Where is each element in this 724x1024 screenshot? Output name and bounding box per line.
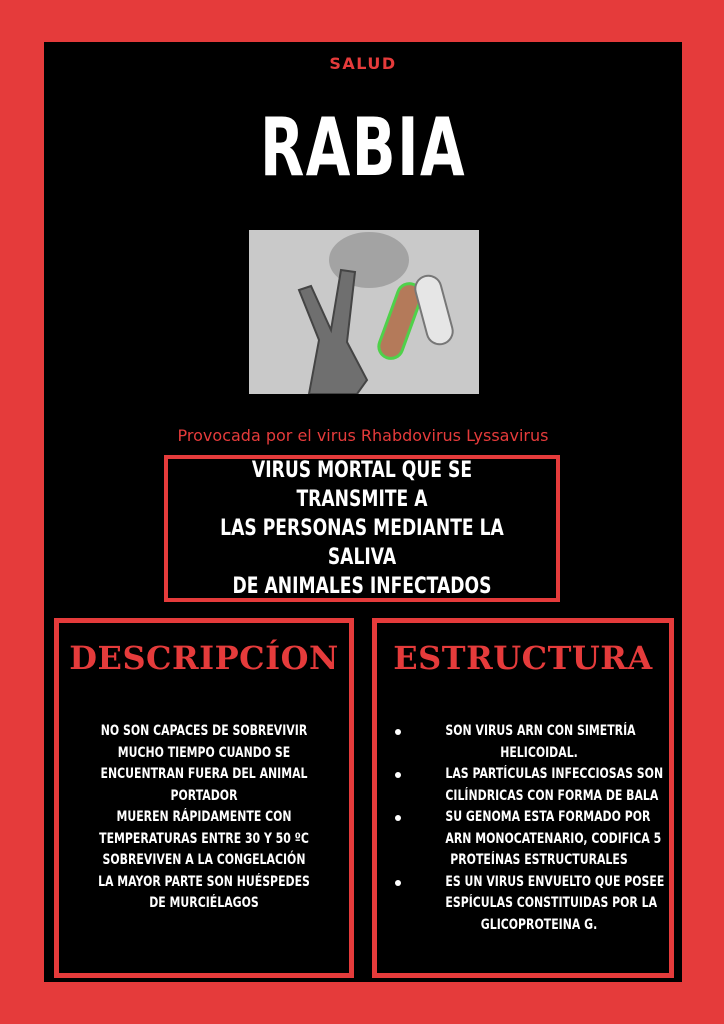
subtitle: Provocada por el virus Rhabdovirus Lyssavirus	[177, 426, 549, 445]
structure-line: HELICOIDAL.	[500, 744, 578, 761]
description-line: MUEREN RÁPIDAMENTE CON	[116, 809, 292, 825]
list-item	[389, 807, 662, 872]
structure-line: ARN MONOCATENARIO, CODIFICA 5	[445, 830, 662, 847]
virus-micrograph	[249, 230, 479, 394]
description-card	[54, 618, 354, 978]
page-title: RABIA	[259, 101, 467, 194]
structure-line: PROTEÍNAS ESTRUCTURALES	[450, 852, 628, 868]
structure-line: GLICOPROTEINA G.	[480, 916, 598, 933]
structure-list	[389, 721, 665, 936]
structure-line: ES UN VIRUS ENVUELTO QUE POSEE	[445, 873, 665, 890]
key-fact-line: VIRUS MORTAL QUE SE TRANSMITE A	[251, 458, 473, 512]
description-line: MUCHO TIEMPO CUANDO SE	[117, 744, 291, 761]
description-line: ENCUENTRAN FUERA DEL ANIMAL	[100, 766, 308, 782]
description-line: DE MURCIÉLAGOS	[149, 895, 259, 911]
structure-line: LAS PARTÍCULAS INFECCIOSAS SON	[445, 766, 664, 782]
description-line: NO SON CAPACES DE SOBREVIVIR	[100, 723, 308, 739]
section-kicker: SALUD	[329, 54, 397, 73]
structure-card	[372, 618, 674, 978]
description-text	[59, 721, 349, 915]
poster-panel	[44, 42, 682, 982]
key-fact-line: LAS PERSONAS MEDIANTE LA SALIVA	[220, 516, 504, 570]
description-line: PORTADOR	[170, 787, 238, 804]
structure-line: ESPÍCULAS CONSTITUIDAS POR LA	[445, 895, 658, 911]
description-heading: DESCRIPCÍON	[69, 639, 339, 677]
list-item	[389, 764, 664, 807]
key-fact-text	[211, 456, 514, 601]
structure-line: SU GENOMA ESTA FORMADO POR	[445, 809, 651, 825]
description-line: TEMPERATURAS ENTRE 30 Y 50 ºC	[99, 830, 309, 847]
key-fact-line: DE ANIMALES INFECTADOS	[232, 574, 492, 599]
key-fact-box	[164, 455, 560, 602]
list-item	[389, 872, 665, 937]
description-line: SOBREVIVEN A LA CONGELACIÓN	[102, 852, 306, 868]
structure-line: CILÍNDRICAS CON FORMA DE BALA	[445, 787, 659, 804]
virus-micrograph-drawing	[249, 230, 479, 394]
list-item	[389, 721, 659, 764]
description-line: LA MAYOR PARTE SON HUÉSPEDES	[98, 873, 310, 890]
structure-line: SON VIRUS ARN CON SIMETRÍA	[445, 723, 636, 739]
structure-heading: ESTRUCTURA	[393, 639, 653, 677]
